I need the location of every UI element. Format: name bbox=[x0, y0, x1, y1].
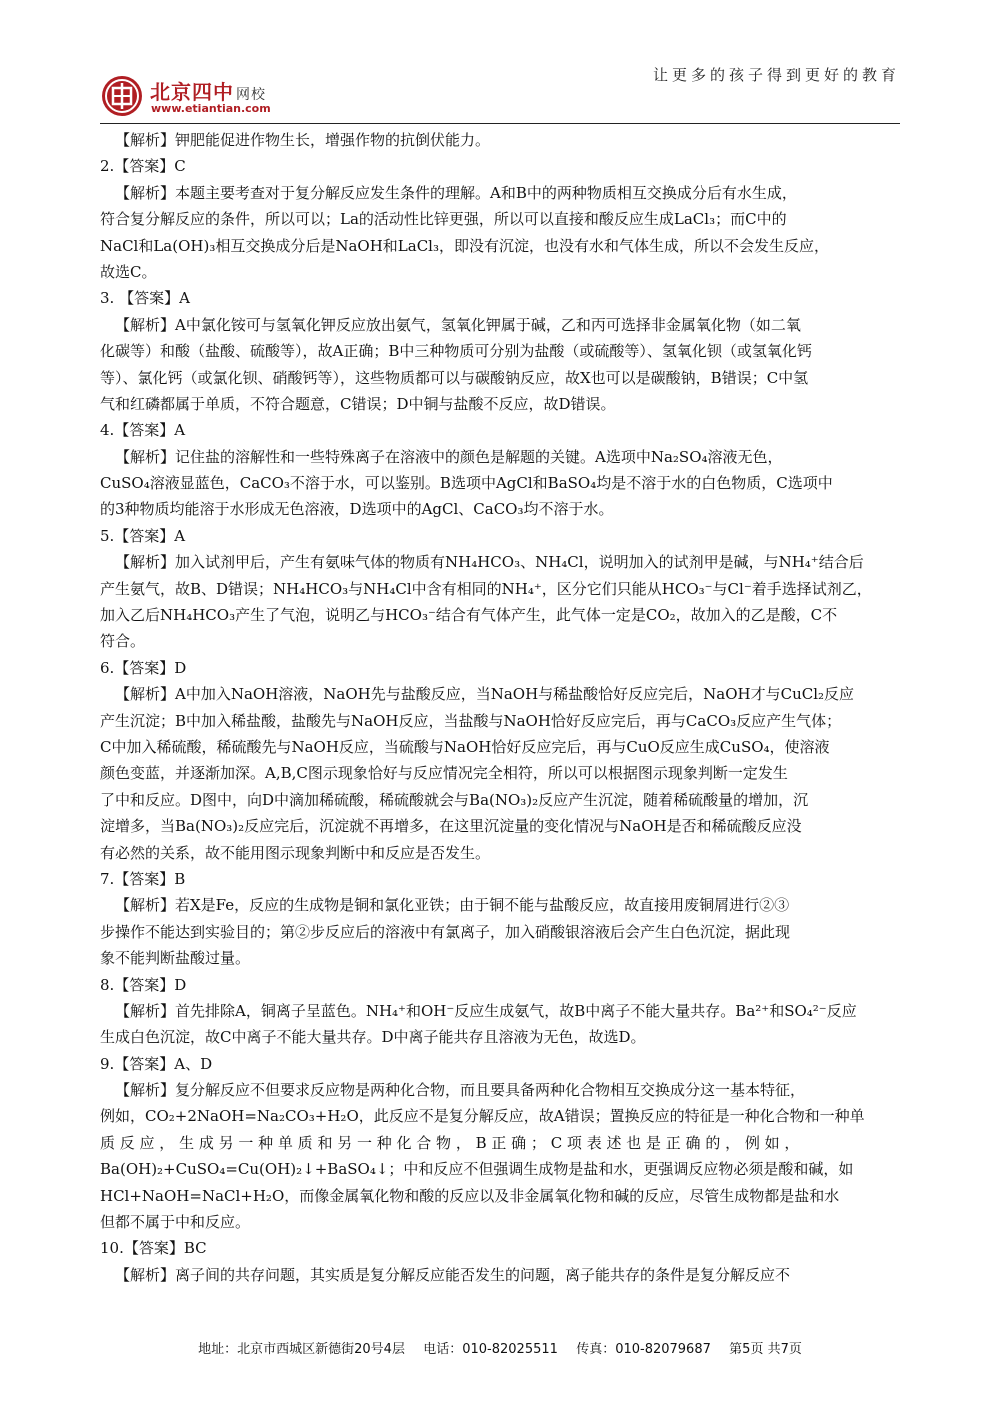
text-line: 产生氨气，故B、D错误；NH₄HCO₃与NH₄Cl中含有相同的NH₄⁺，区分它们只能从HCO₃⁻与Cl⁻着手选择试剂乙， bbox=[100, 579, 872, 598]
text-line: 淀增多，当Ba(NO₃)₂反应完后，沉淀就不再增多，在这里沉淀量的变化情况与NaOH是否和稀硫酸反应没 bbox=[100, 817, 802, 836]
text-line: 但都不属于中和反应。 bbox=[100, 1213, 251, 1232]
answer-content bbox=[100, 127, 900, 1288]
text-line: 6.【答案】D bbox=[100, 658, 187, 677]
logo-name bbox=[150, 76, 266, 105]
logo[interactable] bbox=[100, 74, 360, 122]
text-line: 了中和反应。D图中，向D中滴加稀硫酸，稀硫酸就会与Ba(NO₃)₂反应产生沉淀，随着稀硫酸量的增加，沉 bbox=[100, 790, 809, 809]
text-line: 加入乙后NH₄HCO₃产生了气泡，说明乙与HCO₃⁻结合有气体产生，此气体一定是CO₂，故加入的乙是酸，C不 bbox=[100, 606, 838, 625]
logo-sub-text: 网校 bbox=[236, 87, 266, 103]
text-line: 2.【答案】C bbox=[100, 157, 186, 176]
text-line: 的3种物质均能溶于水形成无色溶液，D选项中的AgCl、CaCO₃均不溶于水。 bbox=[100, 500, 614, 519]
text-line: 【解析】复分解反应不但要求反应物是两种化合物，而且要具备两种化合物相互交换成分这一基本特征， bbox=[115, 1081, 806, 1100]
page-footer bbox=[0, 1338, 1000, 1357]
text-line: 【解析】记住盐的溶解性和一些特殊离子在溶液中的颜色是解题的关键。A选项中Na₂SO₄溶液无色， bbox=[115, 447, 783, 466]
footer-phone: 电话：010-82025511 bbox=[423, 1342, 558, 1357]
text-line: CuSO₄溶液显蓝色，CaCO₃不溶于水，可以鉴别。B选项中AgCl和BaSO₄均是不溶于水的白色物质，C选项中 bbox=[100, 474, 833, 493]
logo-url: www.etiantian.com bbox=[151, 102, 271, 115]
text-line: 质 反 应 ， 生 成 另 一 种 单 质 和 另 一 种 化 合 物 ， B 正 确 ； C 项 表 述 也 是 正 确 的 ， 例 如 ， bbox=[100, 1133, 800, 1152]
text-line: 【解析】本题主要考查对于复分解反应发生条件的理解。A和B中的两种物质相互交换成分后有水生成， bbox=[115, 183, 797, 202]
header-divider bbox=[100, 123, 900, 124]
text-line: 3. 【答案】A bbox=[100, 289, 190, 308]
text-line: Ba(OH)₂+CuSO₄=Cu(OH)₂↓+BaSO₄↓；中和反应不但强调生成物是盐和水，更强调反应物必须是酸和碱，如 bbox=[100, 1160, 854, 1179]
footer-fax: 传真：010-82079687 bbox=[576, 1342, 711, 1357]
text-line: 例如，CO₂+2NaOH=Na₂CO₃+H₂O，此反应不是复分解反应，故A错误；置换反应的特征是一种化合物和一种单 bbox=[100, 1107, 865, 1126]
text-line: 化碳等）和酸（盐酸、硫酸等），故A正确；B中三种物质可分别为盐酸（或硫酸等）、氢氧化钡（或氢氧化钙 bbox=[100, 342, 812, 361]
text-line: 产生沉淀；B中加入稀盐酸，盐酸先与NaOH反应，当盐酸与NaOH恰好反应完后，再与CaCO₃反应产生气体； bbox=[100, 711, 842, 730]
footer-address: 地址：北京市西城区新德街20号4层 bbox=[198, 1342, 405, 1357]
text-line: 【解析】加入试剂甲后，产生有氨味气体的物质有NH₄HCO₃、NH₄Cl，说明加入的试剂甲是碱，与NH₄⁺结合后 bbox=[115, 553, 864, 572]
text-line: 7.【答案】B bbox=[100, 869, 186, 888]
text-line: 【解析】若X是Fe，反应的生成物是铜和氯化亚铁；由于铜不能与盐酸反应，故直接用废铜屑进行②③ bbox=[115, 896, 790, 915]
text-line: 符合复分解反应的条件，所以可以；La的活动性比锌更强，所以可以直接和酸反应生成LaCl₃；而C中的 bbox=[100, 210, 787, 229]
text-line: 10.【答案】BC bbox=[100, 1239, 207, 1258]
text-line: 【解析】离子间的共存问题，其实质是复分解反应能否发生的问题，离子能共存的条件是复分解反应不 bbox=[115, 1265, 791, 1284]
text-line: HCl+NaOH=NaCl+H₂O，而像金属氧化物和酸的反应以及非金属氧化物和碱的反应，尽管生成物都是盐和水 bbox=[100, 1186, 840, 1205]
text-line: 4.【答案】A bbox=[100, 421, 186, 440]
school-seal-icon bbox=[100, 74, 144, 118]
text-line: 气和红磷都属于单质，不符合题意，C错误；D中铜与盐酸不反应，故D错误。 bbox=[100, 394, 616, 413]
text-line: 故选C。 bbox=[100, 262, 157, 281]
text-line: 9.【答案】A、D bbox=[100, 1054, 213, 1073]
text-line: 8.【答案】D bbox=[100, 975, 187, 994]
text-line: 步操作不能达到实验目的；第②步反应后的溶液中有氯离子，加入硝酸银溶液后会产生白色沉淀，据此现 bbox=[100, 922, 791, 941]
header-slogan: 让更多的孩子得到更好的教育 bbox=[652, 66, 900, 84]
text-line: 5.【答案】A bbox=[100, 526, 186, 545]
text-line: 有必然的关系，故不能用图示现象判断中和反应是否发生。 bbox=[100, 843, 491, 862]
text-line: 生成白色沉淀，故C中离子不能大量共存。D中离子能共存且溶液为无色，故选D。 bbox=[100, 1028, 646, 1047]
text-line: 颜色变蓝，并逐渐加深。A,B,C图示现象恰好与反应情况完全相符，所以可以根据图示现象判断一定发生 bbox=[100, 764, 788, 783]
text-line: 【解析】A中氯化铵可与氢氧化钾反应放出氨气，氢氧化钾属于碱，乙和丙可选择非金属氧化物（如二氧 bbox=[115, 315, 801, 334]
text-line: 符合。 bbox=[100, 632, 146, 651]
text-line: C中加入稀硫酸，稀硫酸先与NaOH反应，当硫酸与NaOH恰好反应完后，再与CuO反应生成CuSO₄，使溶液 bbox=[100, 737, 830, 756]
page-header bbox=[100, 58, 900, 126]
text-line: 【解析】A中加入NaOH溶液，NaOH先与盐酸反应，当NaOH与稀盐酸恰好反应完后，NaOH才与CuCl₂反应 bbox=[115, 685, 855, 704]
text-line: NaCl和La(OH)₃相互交换成分后是NaOH和LaCl₃，即没有沉淀，也没有水和气体生成，所以不会发生反应， bbox=[100, 236, 829, 255]
text-line: 象不能判断盐酸过量。 bbox=[100, 949, 251, 968]
footer-page-number: 第5页 共7页 bbox=[729, 1342, 802, 1357]
logo-name-text: 北京四中 bbox=[150, 80, 234, 104]
text-line: 【解析】首先排除A，铜离子呈蓝色。NH₄⁺和OH⁻反应生成氨气，故B中离子不能大量共存。Ba²⁺和SO₄²⁻反应 bbox=[115, 1001, 857, 1020]
text-line: 等）、氯化钙（或氯化钡、硝酸钙等），这些物质都可以与碳酸钠反应，故X也可以是碳酸钠，B错误；C中氢 bbox=[100, 368, 809, 387]
text-line: 【解析】钾肥能促进作物生长，增强作物的抗倒伏能力。 bbox=[115, 131, 491, 149]
